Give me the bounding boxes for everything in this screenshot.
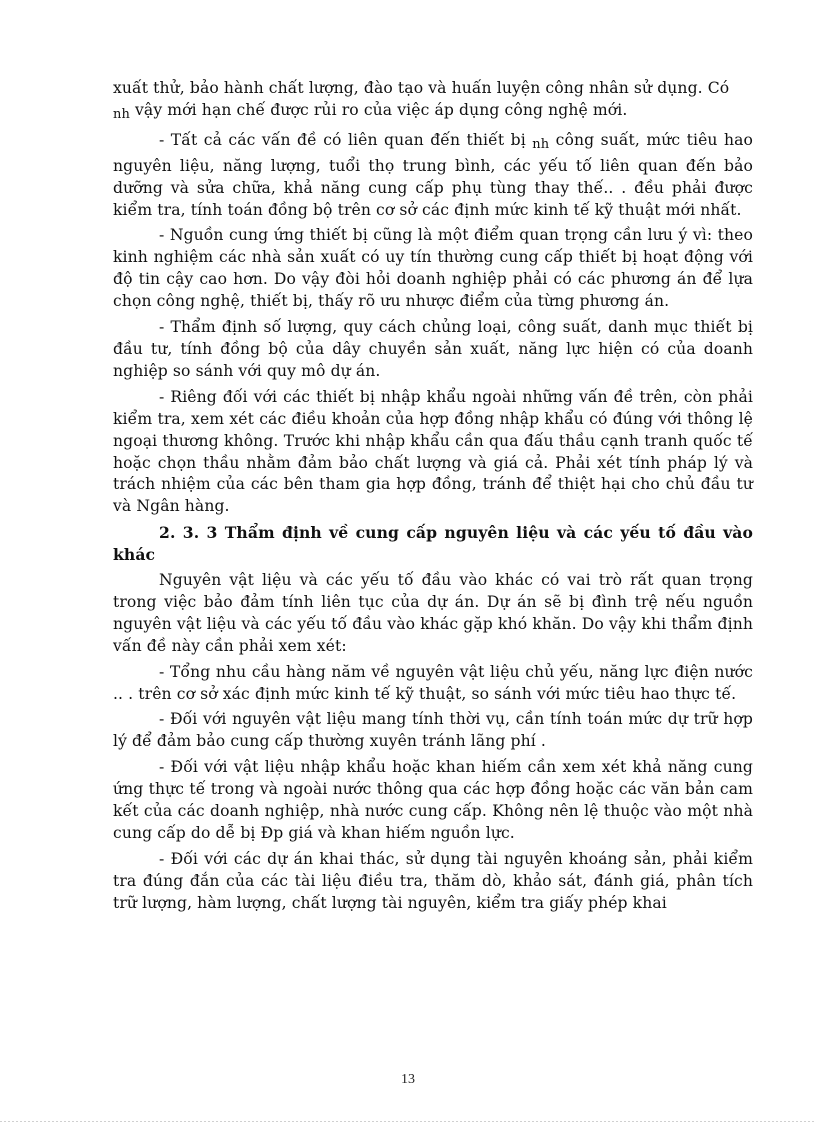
paragraph-imported-equipment: - Riêng đối với các thiết bị nhập khẩu ngoài những vấn đề trên, còn phải kiểm tra, xem xét các điều khoản của hợp đồng nhập khẩu có đúng với thông lệ ngoại thương không. Trước khi nhập khẩu cần qua đấu thầu cạnh tranh quốc tế hoặc chọn thầu nhằm đảm bảo chất lượng và giá cả. Phải xét tính pháp lý và trách nhiệm của các bên tham gia hợp đồng, tránh để thiệt hại cho chủ đầu tư và Ngân hàng.: [113, 387, 753, 516]
paragraph-text: - Tất cả các vấn đề có liên quan đến thiết bị: [159, 130, 526, 149]
paragraph-materials-intro: Nguyên vật liệu và các yếu tố đầu vào khác có vai trò rất quan trọng trong việc bảo đảm tính liên tục của dự án. Dự án sẽ bị đình trệ nếu nguồn nguyên vật liệu và các yếu tố đầu vào khác gặp khó khăn. Do vậy khi thẩm định vấn đề này cần phải xem xét:: [113, 571, 753, 655]
stray-fragment: nh: [532, 136, 550, 152]
paragraph-continuation: [113, 78, 753, 126]
paragraph-text: xuất thử, bảo hành chất lượng, đào tạo và huấn luyện công nhân sử dụng. Có: [113, 79, 730, 97]
paragraph-text: công suất, mức tiêu hao nguyên liệu, năng lượng, tuổi thọ trung bình, các yếu tố liên quan đến bảo dưỡng và sửa chữa, khả năng cung cấp phụ tùng thay thế.. . đều phải được kiểm tra, tính toán đồng bộ trên cơ sở các định mức kinh tế kỹ thuật mới nhất.: [113, 130, 754, 219]
document-page: [113, 78, 753, 919]
page-number: 13: [401, 1072, 415, 1087]
paragraph-imported-materials: - Đối với vật liệu nhập khẩu hoặc khan hiếm cần xem xét khả năng cung ứng thực tế trong và ngoài nước thông qua các hợp đồng hoặc các văn bản cam kết của các doanh nghiệp, nhà nước cung cấp. Không nên lệ thuộc vào một nhà cung cấp do dễ bị Ðp giá và khan hiếm nguồn lực.: [113, 758, 753, 842]
paragraph-annual-demand: - Tổng nhu cầu hàng năm về nguyên vật liệu chủ yếu, năng lực điện nước .. . trên cơ sở xác định mức kinh tế kỹ thuật, so sánh với mức tiêu hao thực tế.: [113, 662, 753, 703]
paragraph-seasonal-materials: - Đối với nguyên vật liệu mang tính thời vụ, cần tính toán mức dự trữ hợp lý để đảm bảo cung cấp thường xuyên tránh lãng phí .: [113, 710, 753, 751]
stray-fragment: nh: [113, 106, 130, 122]
section-heading: 2. 3. 3 Thẩm định về cung cấp nguyên liệu và các yếu tố đầu vào khác: [113, 523, 753, 565]
paragraph-quantity-appraisal: - Thẩm định số lượng, quy cách chủng loại, công suất, danh mục thiết bị đầu tư, tính đồng bộ của dây chuyền sản xuất, năng lực hiện có của doanh nghiệp so sánh với quy mô dự án.: [113, 318, 753, 380]
paragraph-supply-source: - Nguồn cung ứng thiết bị cũng là một điểm quan trọng cần lưu ý vì: theo kinh nghiệm các nhà sản xuất có uy tín thường cung cấp thiết bị hoạt động với độ tin cậy cao hơn. Do vậy đòi hỏi doanh nghiệp phải có các phương án để lựa chọn công nghệ, thiết bị, thấy rõ ưu nhược điểm của từng phương án.: [113, 226, 753, 311]
paragraph-equipment-issues: [113, 130, 753, 222]
paragraph-mining-projects: - Đối với các dự án khai thác, sử dụng tài nguyên khoáng sản, phải kiểm tra đúng đắn của các tài liệu điều tra, thăm dò, khảo sát, đánh giá, phân tích trữ lượng, hàm lượng, chất lượng tài nguyên, kiểm tra giấy phép khai: [113, 849, 753, 912]
page-bottom-divider: [0, 1121, 816, 1122]
paragraph-text: vậy mới hạn chế được rủi ro của việc áp dụng công nghệ mới.: [135, 100, 628, 119]
